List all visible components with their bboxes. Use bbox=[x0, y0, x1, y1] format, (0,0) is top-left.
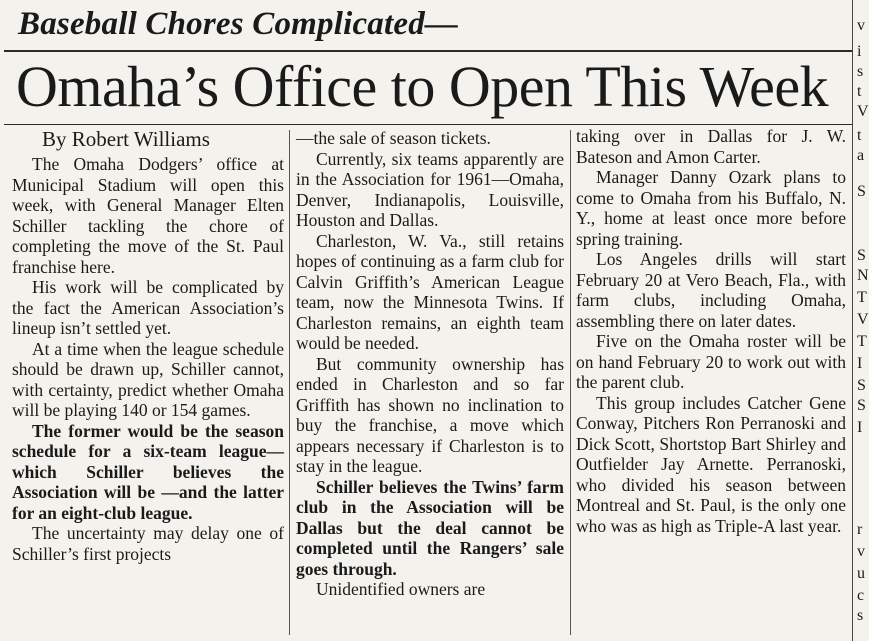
edge-fragment: s bbox=[857, 607, 864, 624]
edge-fragment: v bbox=[857, 17, 865, 34]
edge-fragment: S bbox=[857, 377, 866, 394]
column-1 bbox=[12, 126, 284, 564]
edge-fragment: t bbox=[857, 127, 862, 144]
paragraph: The former would be the season schedule for a six-team league—which Schiller believes the Association will be —and the latter for an eight-club league. bbox=[12, 420, 284, 523]
paragraph: The uncertainty may delay one of Schiller’s first projects bbox=[12, 523, 284, 564]
paragraph: Schiller believes the Twins’ farm club in the Association will be Dallas but the deal cannot be completed until the Rangers’ sale goes through. bbox=[296, 476, 564, 579]
edge-fragment: u bbox=[857, 565, 865, 582]
headline-rule bbox=[4, 124, 853, 125]
edge-fragment: V bbox=[857, 311, 869, 328]
column-1-body bbox=[12, 154, 284, 564]
adjacent-column-fragment bbox=[852, 0, 868, 641]
paragraph: taking over in Dallas for J. W. Bateson and Amon Carter. bbox=[576, 126, 846, 167]
paragraph: His work will be complicated by the fact the American Association’s lineup isn’t settled yet. bbox=[12, 277, 284, 338]
edge-fragment: s bbox=[857, 63, 864, 80]
paragraph: Unidentified owners are bbox=[316, 579, 486, 599]
paragraph: Manager Danny Ozark plans to come to Omaha from his Buffalo, N. Y., home at least once more before spring training. bbox=[576, 167, 846, 249]
edge-fragment: i bbox=[857, 43, 862, 60]
paragraph: Los Angeles drills will start February 20 at Vero Beach, Fla., with farm clubs, including Omaha, assembling there on later dates. bbox=[576, 249, 846, 331]
paragraph: At a time when the league schedule should be drawn up, Schiller cannot, with certainty, predict whether Omaha will be playing 140 or 154 games. bbox=[12, 338, 284, 420]
edge-fragment: T bbox=[857, 333, 867, 350]
edge-fragment: T bbox=[857, 289, 867, 306]
paragraph: This group includes Catcher Gene Conway, Pitchers Ron Perranoski and Dick Scott, Shortstop Bart Shirley and Outfielder Jay Arnette. Perranoski, who divided his season between Montreal and St. Paul, is the only one who was as high as Triple-A last year. bbox=[576, 392, 846, 536]
paragraph: Charleston, W. Va., still retains hopes of continuing as a farm club for Calvin Griffith’s American League team, now the Minnesota Twins. If Charleston remains, an eighth team would be needed. bbox=[296, 230, 564, 353]
paragraph: Currently, six teams apparently are in the Association for 1961—Omaha, Denver, Indianapolis, Louisville, Houston and Dallas. bbox=[296, 148, 564, 230]
column-3 bbox=[576, 126, 846, 536]
byline: By Robert Williams bbox=[42, 127, 210, 151]
edge-fragment: I bbox=[857, 419, 863, 436]
edge-fragment: v bbox=[857, 543, 865, 560]
edge-fragment: S bbox=[857, 247, 866, 264]
edge-fragment: a bbox=[857, 147, 865, 164]
edge-fragment: N bbox=[857, 267, 869, 284]
edge-fragment: S bbox=[857, 183, 866, 200]
column-divider bbox=[570, 130, 571, 635]
main-headline: Omaha’s Office to Open This Week bbox=[16, 54, 829, 119]
edge-fragment: I bbox=[857, 355, 863, 372]
edge-fragment: t bbox=[857, 83, 862, 100]
edge-fragment: S bbox=[857, 397, 866, 414]
kicker-headline: Baseball Chores Complicated— bbox=[18, 6, 459, 42]
edge-fragment: r bbox=[857, 521, 863, 538]
column-2-body bbox=[296, 128, 564, 600]
column-3-body bbox=[576, 126, 846, 536]
paragraph: —the sale of season tickets. bbox=[296, 128, 491, 148]
paragraph: But community ownership has ended in Charleston and so far Griffith has shown no inclination to buy the franchise, a move which appears necessary if Charleston is to stay in the league. bbox=[296, 353, 564, 476]
paragraph: Five on the Omaha roster will be on hand February 20 to work out with the parent club. bbox=[576, 331, 846, 392]
column-divider bbox=[289, 130, 290, 635]
paragraph: The Omaha Dodgers’ office at Municipal Stadium will open this week, with General Manager Elten Schiller tackling the chore of completing the move of the St. Paul franchise here. bbox=[12, 154, 284, 277]
column-2 bbox=[296, 128, 564, 600]
edge-fragment: c bbox=[857, 587, 865, 604]
edge-fragment: V bbox=[857, 103, 869, 120]
